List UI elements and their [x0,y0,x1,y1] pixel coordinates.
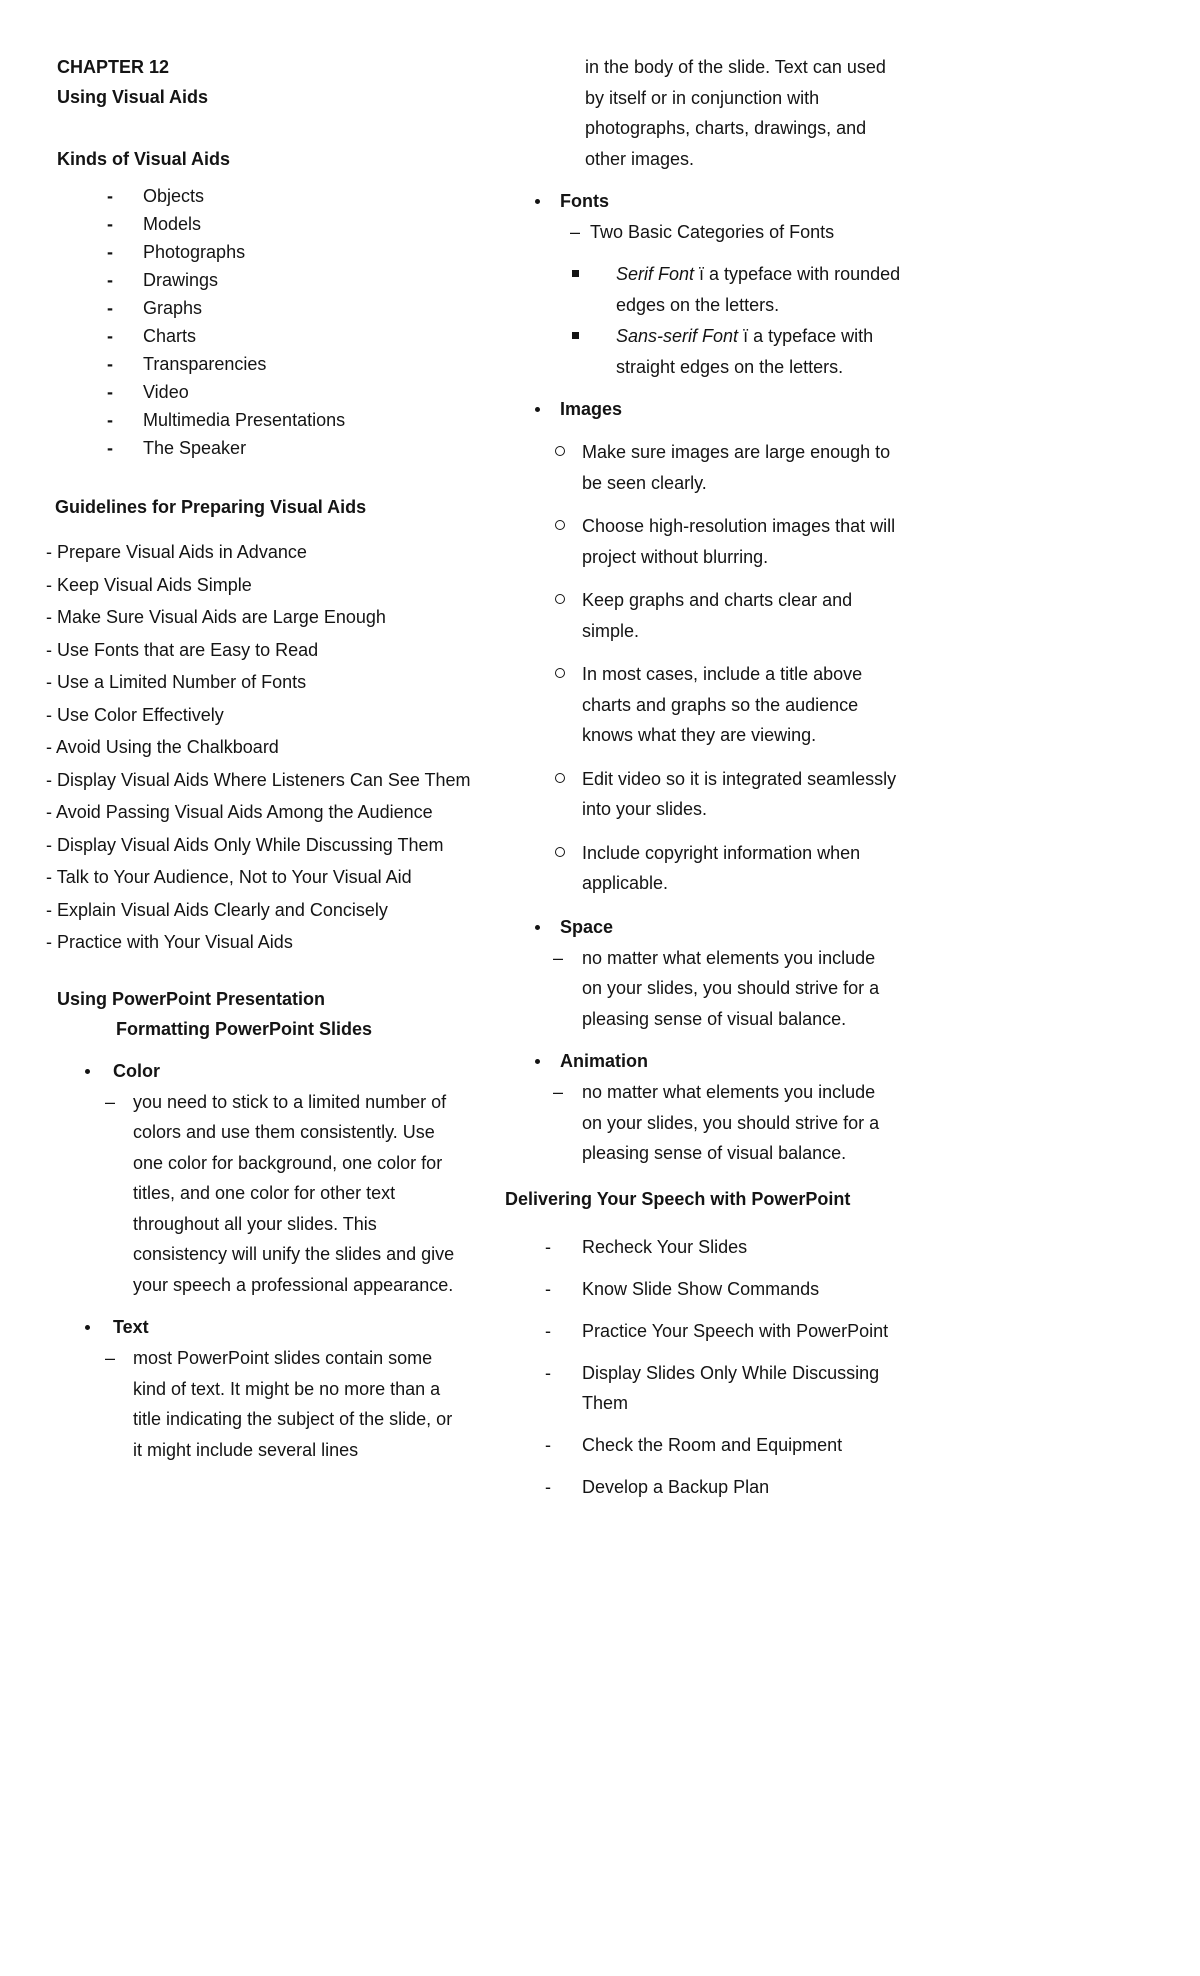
bullet-body [505,943,925,1035]
font-type-name: Serif Font [616,264,695,284]
bullet-item-color [46,1056,518,1086]
circle-bullet-icon [555,585,582,646]
list-item [46,378,518,406]
dash-bullet: - [107,214,113,234]
list-item [505,1232,925,1262]
list-item [46,894,480,927]
list-item-label: Display Slides Only While Discussing Them [582,1362,880,1413]
text-continuation-paragraph: in the body of the slide. Text can used by itself or in conjunction with photographs, charts, drawings, and other images. [585,57,886,169]
guidelines-heading: Guidelines for Preparing Visual Aids [55,497,367,517]
kinds-list [46,182,518,462]
guidelines-list [46,536,480,959]
dash-bullet: - [46,672,52,692]
chapter-heading [46,52,518,112]
bullet-label: Color [113,1060,160,1081]
font-type-name: Sans-serif Font [616,326,739,346]
dash-bullet: - [107,242,113,262]
list-item [46,210,518,238]
font-type-desc: ï a typeface with straight edges on the letters. [616,326,874,377]
list-item-label: Check the Room and Equipment [582,1434,843,1455]
list-item [46,350,518,378]
dash-bullet: - [545,1236,551,1257]
list-item-text: Include copyright information when applicable. [582,842,861,893]
dash-bullet: - [107,410,113,430]
dash-bullet: - [107,326,113,346]
list-item-label: Drawings [143,270,219,290]
list-item [46,182,518,210]
list-item-label: Display Visual Aids Where Listeners Can See Them [57,769,471,790]
list-item-label: Practice with Your Visual Aids [57,932,293,952]
list-item-label: Display Visual Aids Only While Discussing Them [57,834,444,855]
dash-bullet: - [107,298,113,318]
dash-bullet: - [545,1278,551,1299]
list-item [46,829,480,862]
bullet-body [46,1087,518,1301]
fonts-subitem [505,217,925,247]
list-item-label: Avoid Using the Chalkboard [56,737,279,757]
paragraph: no matter what elements you include on your slides, you should strive for a pleasing sense of visual balance. [582,1082,880,1163]
endash-bullet: – [553,1082,564,1102]
list-item [46,666,480,699]
chapter-title: Using Visual Aids [57,87,209,107]
dash-bullet: - [107,186,113,206]
paragraph: most PowerPoint slides contain some kind of text. It might be no more than a title indicating the subject of the slide, or it might include several lines [133,1348,453,1460]
dash-bullet: - [46,899,52,920]
bullet-label: Fonts [560,191,609,211]
list-item-label: Use Color Effectively [57,704,224,725]
list-item-label: Develop a Backup Plan [582,1476,770,1497]
bullet-item-animation [505,1046,925,1076]
circle-bullet-icon [555,437,582,498]
list-item [505,585,925,646]
disc-bullet-icon [535,912,560,942]
bullet-item-fonts [505,186,925,216]
bullet-label: Space [560,916,614,937]
font-type-desc: ï a typeface with rounded edges on the letters. [616,264,901,315]
list-item-label: Prepare Visual Aids in Advance [57,542,307,562]
endash-bullet: – [105,1091,116,1112]
dash-bullet: - [46,932,52,952]
disc-bullet-icon [535,186,560,216]
delivering-list [505,1232,925,1502]
dash-bullet: - [545,1362,551,1383]
dash-bullet: - [46,704,52,725]
list-item-label: Practice Your Speech with PowerPoint [582,1320,889,1341]
dash-bullet: - [46,867,52,887]
dash-bullet: - [46,737,52,757]
list-item [46,861,480,894]
list-item [505,838,925,899]
list-item-label: Multimedia Presentations [143,410,346,430]
disc-bullet-icon [535,1046,560,1076]
list-item [46,294,518,322]
dash-bullet: - [46,769,52,790]
list-item-label: Keep Visual Aids Simple [57,574,252,595]
list-item [46,764,480,797]
bullet-label: Images [560,399,623,419]
bullet-item-text [46,1312,518,1342]
dash-bullet: - [545,1320,551,1341]
list-item [505,1430,925,1460]
bullet-label: Animation [560,1051,648,1071]
list-item [505,511,925,572]
list-item [46,699,480,732]
square-bullet-icon [572,259,616,320]
bullet-item-space [505,912,925,942]
delivering-heading: Delivering Your Speech with PowerPoint [505,1188,851,1209]
circle-bullet-icon [555,659,582,751]
list-item [46,569,480,602]
list-item [505,437,925,498]
font-type-item [505,259,925,320]
list-item [46,601,480,634]
dash-bullet: - [107,354,113,374]
list-item-label: Graphs [143,298,203,318]
list-item-label: Models [143,214,202,234]
list-item-label: Explain Visual Aids Clearly and Concisely [57,899,388,920]
list-item-text: Keep graphs and charts clear and simple. [582,590,853,641]
dash-bullet: - [46,607,52,627]
right-column [505,52,925,1514]
list-item-label: Charts [143,326,197,346]
list-item-label: Know Slide Show Commands [582,1278,820,1299]
list-item [505,1358,925,1418]
list-item [46,536,480,569]
dash-bullet: - [545,1434,551,1455]
font-type-item [505,321,925,382]
list-item-label: Avoid Passing Visual Aids Among the Audience [56,802,433,822]
circle-bullet-icon [555,511,582,572]
list-item [505,659,925,751]
powerpoint-subheading: Formatting PowerPoint Slides [116,1018,373,1039]
dash-bullet: - [107,270,113,290]
list-item-text: Choose high-resolution images that will project without blurring. [582,516,896,567]
dash-bullet: - [107,382,113,402]
dash-bullet: - [46,574,52,595]
endash-bullet: – [553,947,564,968]
dash-bullet: - [46,802,52,822]
left-column [46,52,518,1465]
list-item [46,322,518,350]
dash-bullet: - [545,1476,551,1497]
endash-bullet: – [105,1348,116,1368]
list-item [505,1472,925,1502]
fonts-subitem-label: Two Basic Categories of Fonts [590,222,835,242]
bullet-body [46,1343,518,1465]
list-item-label: Objects [143,186,205,206]
paragraph: no matter what elements you include on your slides, you should strive for a pleasing sense of visual balance. [582,947,880,1029]
list-item-label: Use a Limited Number of Fonts [57,672,307,692]
list-item [46,634,480,667]
font-type-text [616,321,910,382]
list-item [46,796,480,829]
bullet-item-images [505,394,925,424]
dash-bullet: - [107,438,113,458]
list-item [46,266,518,294]
list-item [46,434,518,462]
bullet-body [505,1077,925,1169]
paragraph: you need to stick to a limited number of colors and use them consistently. Use one color for background, one color for titles, and one color for other text throughout all your slides. This consistency will unify the slides and give your speech a professional appearance. [133,1091,455,1295]
list-item-label: Photographs [143,242,246,262]
dash-bullet: - [46,542,52,562]
list-item [505,1316,925,1346]
list-item-label: Recheck Your Slides [582,1236,748,1257]
disc-bullet-icon [85,1056,113,1086]
circle-bullet-icon [555,764,582,825]
list-item-label: Make Sure Visual Aids are Large Enough [57,607,386,627]
disc-bullet-icon [85,1312,113,1342]
list-item [46,406,518,434]
dash-bullet: - [46,639,52,660]
endash-bullet: – [570,222,581,242]
font-type-text [616,259,910,320]
square-bullet-icon [572,321,616,382]
list-item-label: Use Fonts that are Easy to Read [57,639,319,660]
list-item [505,1274,925,1304]
list-item-text: Edit video so it is integrated seamlessly into your slides. [582,768,897,819]
list-item-text: Make sure images are large enough to be seen clearly. [582,442,891,493]
list-item-text: In most cases, include a title above charts and graphs so the audience knows what they are viewing. [582,664,863,745]
list-item [46,926,480,959]
dash-bullet: - [46,834,52,855]
list-item [46,238,518,266]
list-item-label: Talk to Your Audience, Not to Your Visual Aid [56,867,412,887]
chapter-label: CHAPTER 12 [57,57,170,77]
disc-bullet-icon [535,394,560,424]
bullet-label: Text [113,1317,149,1337]
list-item-label: The Speaker [143,438,247,458]
powerpoint-heading: Using PowerPoint Presentation [57,988,326,1009]
list-item [46,731,480,764]
list-item-label: Transparencies [143,354,267,374]
circle-bullet-icon [555,838,582,899]
kinds-heading: Kinds of Visual Aids [57,149,231,169]
list-item [505,764,925,825]
list-item-label: Video [143,382,189,402]
